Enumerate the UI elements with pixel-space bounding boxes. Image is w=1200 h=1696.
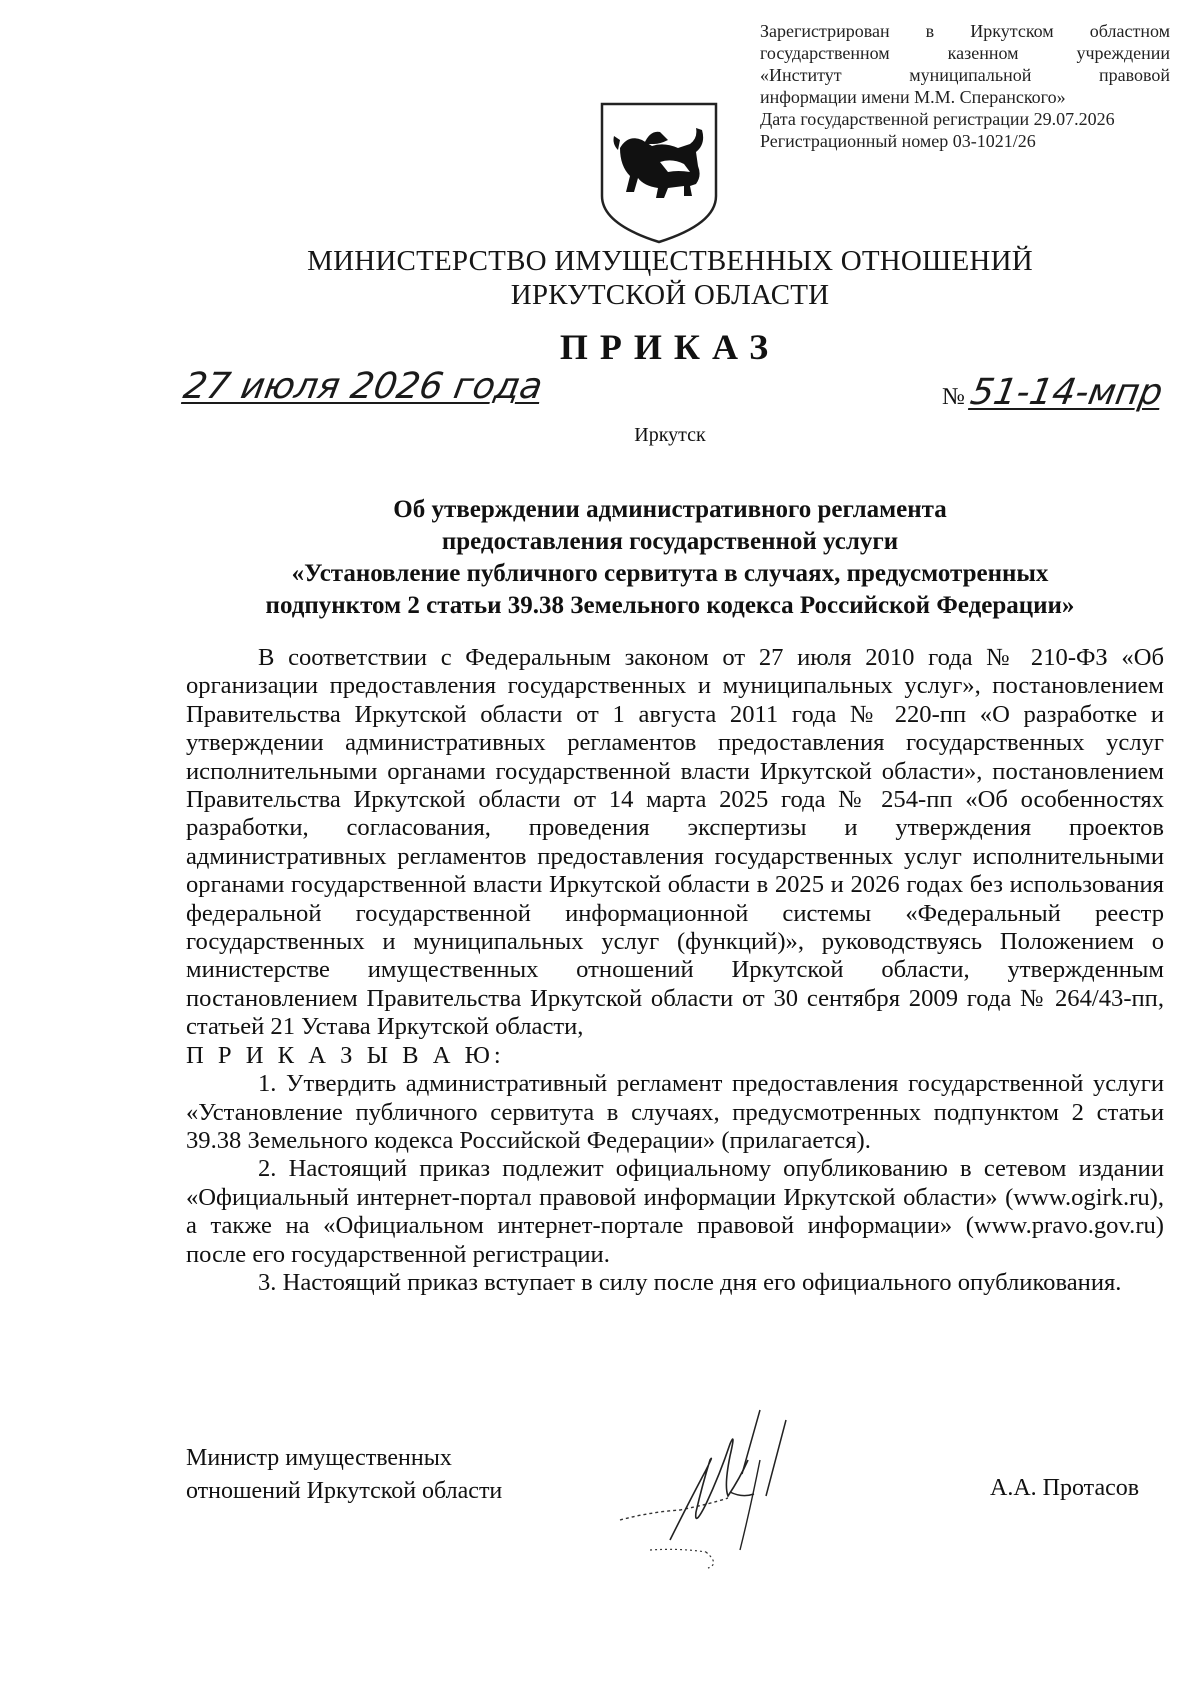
irkutsk-coat-of-arms-icon bbox=[598, 100, 720, 246]
preamble-paragraph: В соответствии с Федеральным законом от 27 июля 2010 года № 210-ФЗ «Об организации предоставления государственных и муниципальных услуг», постановлением Правительства Иркутской области от 1 августа 2011 года № 220-пп «О разработке и утверждении административных регламентов предоставления государственных услуг исполнительными органами государственной власти Иркутской области», постановлением Правительства Иркутской области от 14 марта 2025 года № 254-пп «Об особенностях разработки, согласования, проведения экспертизы и утверждения проектов административных регламентов предоставления государственных услуг исполнительными органами государственной власти Иркутской области в 2025 и 2026 годах без использования федеральной государственной информационной системы «Федеральный реестр государственных и муниципальных услуг (функций)», руководствуясь Положением о министерстве имущественных отношений Иркутской области, утвержденным постановлением Правительства Иркутской области от 30 сентября 2009 года № 264/43-пп, статьей 21 Устава Иркутской области, bbox=[186, 644, 1164, 1041]
order-title-line: Об утверждении административного регламента bbox=[393, 496, 947, 523]
number-sign: № bbox=[942, 384, 965, 410]
handwritten-signature bbox=[610, 1400, 870, 1570]
signer-position-line1: Министр имущественных bbox=[186, 1445, 452, 1471]
orders-word: П Р И К А З Ы В А Ю: bbox=[186, 1041, 505, 1069]
order-item-1: 1. Утвердить административный регламент предоставления государственной услуги «Установление публичного сервитута в случаях, предусмотренных подпунктом 2 статьи 39.38 Земельного кодекса Российской Федерации» (прилагается). bbox=[186, 1070, 1164, 1154]
order-title bbox=[170, 494, 1170, 622]
order-item-3: 3. Настоящий приказ вступает в силу после дня его официального опубликования. bbox=[258, 1268, 1122, 1296]
signer-name: А.А. Протасов bbox=[990, 1475, 1140, 1501]
stamp-line: Зарегистрирован в Иркутском областном bbox=[760, 21, 1170, 41]
ministry-name bbox=[0, 244, 1200, 312]
order-number bbox=[942, 372, 1166, 413]
stamp-registration-date: Дата государственной регистрации 29.07.2026 bbox=[760, 109, 1115, 129]
order-item-2: 2. Настоящий приказ подлежит официальному опубликованию в сетевом издании «Официальный интернет-портал правовой информации Иркутской области» (www.ogirk.ru), а также на «Официальном интернет-портале правовой информации» (www.pravo.gov.ru) после его государственной регистрации. bbox=[186, 1155, 1164, 1268]
document-type: ПРИКАЗ bbox=[559, 327, 781, 367]
handwritten-date: 27 июля 2026 года bbox=[180, 366, 546, 407]
order-body bbox=[186, 644, 1164, 1297]
ministry-name-line1: МИНИСТЕРСТВО ИМУЩЕСТВЕННЫХ ОТНОШЕНИЙ bbox=[307, 245, 1033, 277]
city-label: Иркутск bbox=[634, 424, 706, 446]
ministry-name-line2: ИРКУТСКОЙ ОБЛАСТИ bbox=[510, 279, 830, 311]
handwritten-order-number: 51-14-мпр bbox=[967, 372, 1166, 413]
order-title-line: подпунктом 2 статьи 39.38 Земельного кодекса Российской Федерации» bbox=[265, 592, 1075, 619]
stamp-line: государственном казенном учреждении bbox=[760, 43, 1170, 63]
registration-stamp bbox=[760, 20, 1170, 152]
order-title-line: «Установление публичного сервитута в случаях, предусмотренных bbox=[291, 560, 1049, 587]
stamp-line: «Институт муниципальной правовой bbox=[760, 65, 1170, 85]
stamp-line: информации имени М.М. Сперанского» bbox=[760, 87, 1066, 107]
order-title-line: предоставления государственной услуги bbox=[441, 528, 899, 555]
stamp-registration-number: Регистрационный номер 03-1021/26 bbox=[760, 131, 1036, 151]
signer-position bbox=[186, 1442, 502, 1508]
signer-position-line2: отношений Иркутской области bbox=[186, 1478, 503, 1504]
